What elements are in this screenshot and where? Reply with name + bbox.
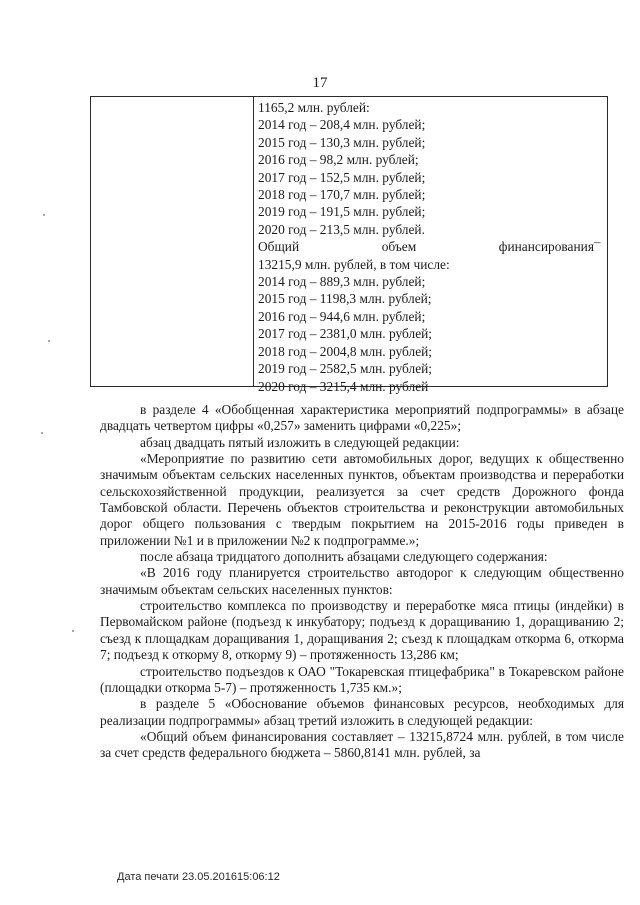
print-date-footer: Дата печати 23.05.201615:06:12 [117, 871, 280, 883]
scan-speck [41, 432, 43, 434]
scan-speck [43, 214, 45, 216]
total-word: объем [381, 239, 417, 255]
margin-dash: – [594, 234, 601, 249]
paragraph: «В 2016 году планируется строительство автодорог к следующим общественно значимым объектам сельских населенных пунктов: [100, 565, 624, 597]
table-line: 2014 год – 208,4 млн. рублей; [258, 117, 426, 133]
table-line: 2017 год – 2381,0 млн. рублей; [258, 326, 433, 342]
table-line: 2019 год – 191,5 млн. рублей; [258, 204, 426, 220]
total-word: финансирования [498, 239, 594, 255]
table-right-cell [258, 99, 603, 395]
table-line: 2018 год – 2004,8 млн. рублей; [258, 343, 433, 359]
total-financing-heading [258, 238, 594, 255]
scan-speck [72, 630, 74, 632]
table-line: 2020 год – 3215,4 млн. рублей [258, 378, 429, 394]
table-line: 2018 год – 170,7 млн. рублей; [258, 187, 426, 203]
table-line: 2015 год – 130,3 млн. рублей; [258, 134, 426, 150]
table-line: 13215,9 млн. рублей, в том числе: [258, 256, 450, 272]
paragraph: абзац двадцать пятый изложить в следующей редакции: [140, 434, 460, 450]
page-number: 17 [312, 75, 328, 91]
table-line: 2019 год – 2582,5 млн. рублей; [258, 361, 433, 377]
document-body [100, 402, 624, 762]
total-word: Общий [258, 239, 300, 255]
table-line: 2016 год – 98,2 млн. рублей; [258, 152, 419, 168]
table-line: 2015 год – 1198,3 млн. рублей; [258, 291, 432, 307]
scan-speck [48, 340, 50, 342]
table-line: 2020 год – 213,5 млн. рублей. [258, 221, 425, 237]
table-line: 2016 год – 944,6 млн. рублей; [258, 308, 426, 324]
paragraph: «Общий объем финансирования составляет – 13215,8724 млн. рублей, в том числе за счет средств федерального бюджета – 5860,8141 млн. рублей, за [100, 728, 624, 761]
table-line: 1165,2 млн. рублей: [258, 100, 370, 115]
table-column-divider [253, 97, 254, 386]
table-line: 2017 год – 152,5 млн. рублей; [258, 169, 426, 185]
paragraph: в разделе 4 «Обобщенная характеристика мероприятий подпрограммы» в абзаце двадцать четвертом цифры «0,257» заменить цифрами «0,225»; [100, 402, 624, 434]
paragraph: после абзаца тридцатого дополнить абзацами следующего содержания: [140, 549, 548, 565]
table-line: 2014 год – 889,3 млн. рублей; [258, 274, 426, 290]
paragraph: «Мероприятие по развитию сети автомобильных дорог, ведущих к общественно значимым объектам сельских населенных пунктов, объектам производства и переработки сельскохозяйственной продукции, реализуется за счет средств Дорожного фонда Тамбовской области. Перечень объектов строительства и реконструкции автомобильных дорог общего пользования с твердым покрытием на 2015-2016 годы приведен в приложении №1 и в приложении №2 к подпрограмме.»; [100, 451, 624, 548]
financing-table [90, 96, 608, 394]
paragraph: строительство комплекса по производству и переработке мяса птицы (индейки) в Первомайском районе (подъезд к инкубатору; подъезд к доращиванию 1, доращиванию 2; съезд к площадкам доращивания 1, доращивания 2; съезд к площадкам откорма 6, откорма 7; подъезд к откорму 8, откорму 9) – протяженность 13,286 км; [100, 598, 624, 663]
paragraph: строительство подъездов к ОАО "Токаревская птицефабрика" в Токаревском районе (площадки откорма 5-7) – протяженность 1,735 км.»; [100, 663, 624, 695]
paragraph: в разделе 5 «Обоснование объемов финансовых ресурсов, необходимых для реализации подпрограммы» абзац третий изложить в следующей редакции: [100, 696, 624, 728]
